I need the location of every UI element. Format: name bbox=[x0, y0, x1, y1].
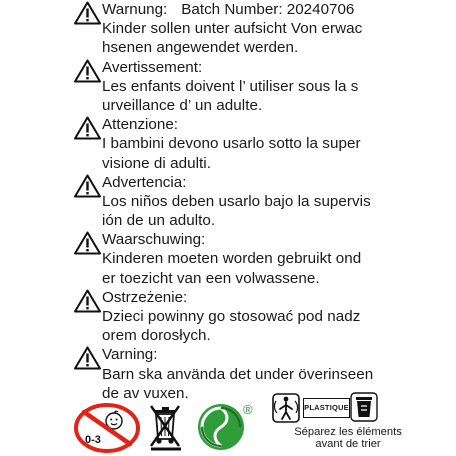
warning-body-de-1: Kinder sollen unter aufsicht Von erwac bbox=[102, 20, 363, 38]
warning-heading-it: Attenzione: bbox=[102, 116, 178, 134]
warning-body-it-1: I bambini devono usarlo sotto la super bbox=[102, 135, 361, 153]
warning-block-nl bbox=[74, 230, 456, 288]
warning-block-pl bbox=[74, 288, 456, 346]
warning-heading-pl: Ostrzeżenie: bbox=[102, 288, 188, 306]
warning-triangle-icon bbox=[74, 1, 101, 25]
warning-heading-line bbox=[74, 0, 456, 19]
warning-block-es bbox=[74, 173, 456, 231]
green-dot-icon bbox=[196, 400, 254, 452]
triman-instruction-line2: avant de trier bbox=[315, 438, 381, 450]
warning-triangle-icon bbox=[74, 346, 101, 370]
warning-heading-nl: Waarschuwing: bbox=[102, 231, 206, 249]
registered-mark: ® bbox=[243, 402, 253, 417]
batch-number: Batch Number: 20240706 bbox=[181, 1, 355, 18]
age-0-3-warning-icon bbox=[74, 403, 140, 453]
warning-block-it bbox=[74, 115, 456, 173]
warning-body-de-2: hsenen angewendet werden. bbox=[102, 39, 299, 57]
warning-triangle-icon bbox=[74, 231, 101, 255]
crossed-out-wheelie-bin-icon bbox=[148, 403, 184, 451]
warning-triangle-icon bbox=[74, 59, 101, 83]
warning-body-sv-1: Barn ska använda det under överinseen bbox=[102, 365, 374, 383]
material-label-box bbox=[303, 398, 350, 418]
warning-heading-de: Warnung: bbox=[102, 1, 168, 18]
warning-triangle-icon bbox=[74, 174, 101, 198]
certification-logos bbox=[0, 386, 456, 456]
warning-heading-es: Advertencia: bbox=[102, 173, 187, 191]
warning-block-fr bbox=[74, 58, 456, 116]
warning-body-nl-2: er toezicht van een volwassene. bbox=[102, 269, 320, 287]
warning-heading-fr: Avertissement: bbox=[102, 58, 203, 76]
warning-body-fr-1: Les enfants doivent l’ utiliser sous la s bbox=[102, 77, 359, 95]
triman-icon bbox=[272, 393, 300, 423]
recycling-bin-icon bbox=[350, 392, 378, 422]
warning-text-list bbox=[74, 0, 456, 403]
age-range-label: 0-3 bbox=[85, 434, 101, 446]
warning-heading-sv: Varning: bbox=[102, 346, 158, 364]
warning-body-pl-1: Dzieci powinny go stosować pod nadz bbox=[102, 308, 361, 325]
warning-triangle-icon bbox=[74, 116, 101, 140]
material-label: PLASTIQUE bbox=[304, 403, 349, 412]
warning-triangle-icon bbox=[74, 289, 101, 313]
warning-block-de bbox=[74, 0, 456, 58]
warning-body-nl-1: Kinderen moeten worden gebruikt ond bbox=[102, 250, 362, 268]
warning-body-es-1: Los niños deben usarlo bajo la supervis bbox=[102, 192, 371, 210]
warning-body-it-2: visione di adulti. bbox=[102, 154, 211, 172]
triman-instruction-line1: Séparez les éléments bbox=[294, 426, 402, 438]
warning-body-es-2: ión de un adulto. bbox=[102, 212, 216, 230]
warning-body-sv-2: de av vuxen. bbox=[102, 384, 189, 402]
warning-body-fr-2: urveillance d’ un adulte. bbox=[102, 96, 263, 114]
warning-body-pl-2: orem dorosłych. bbox=[102, 327, 211, 345]
